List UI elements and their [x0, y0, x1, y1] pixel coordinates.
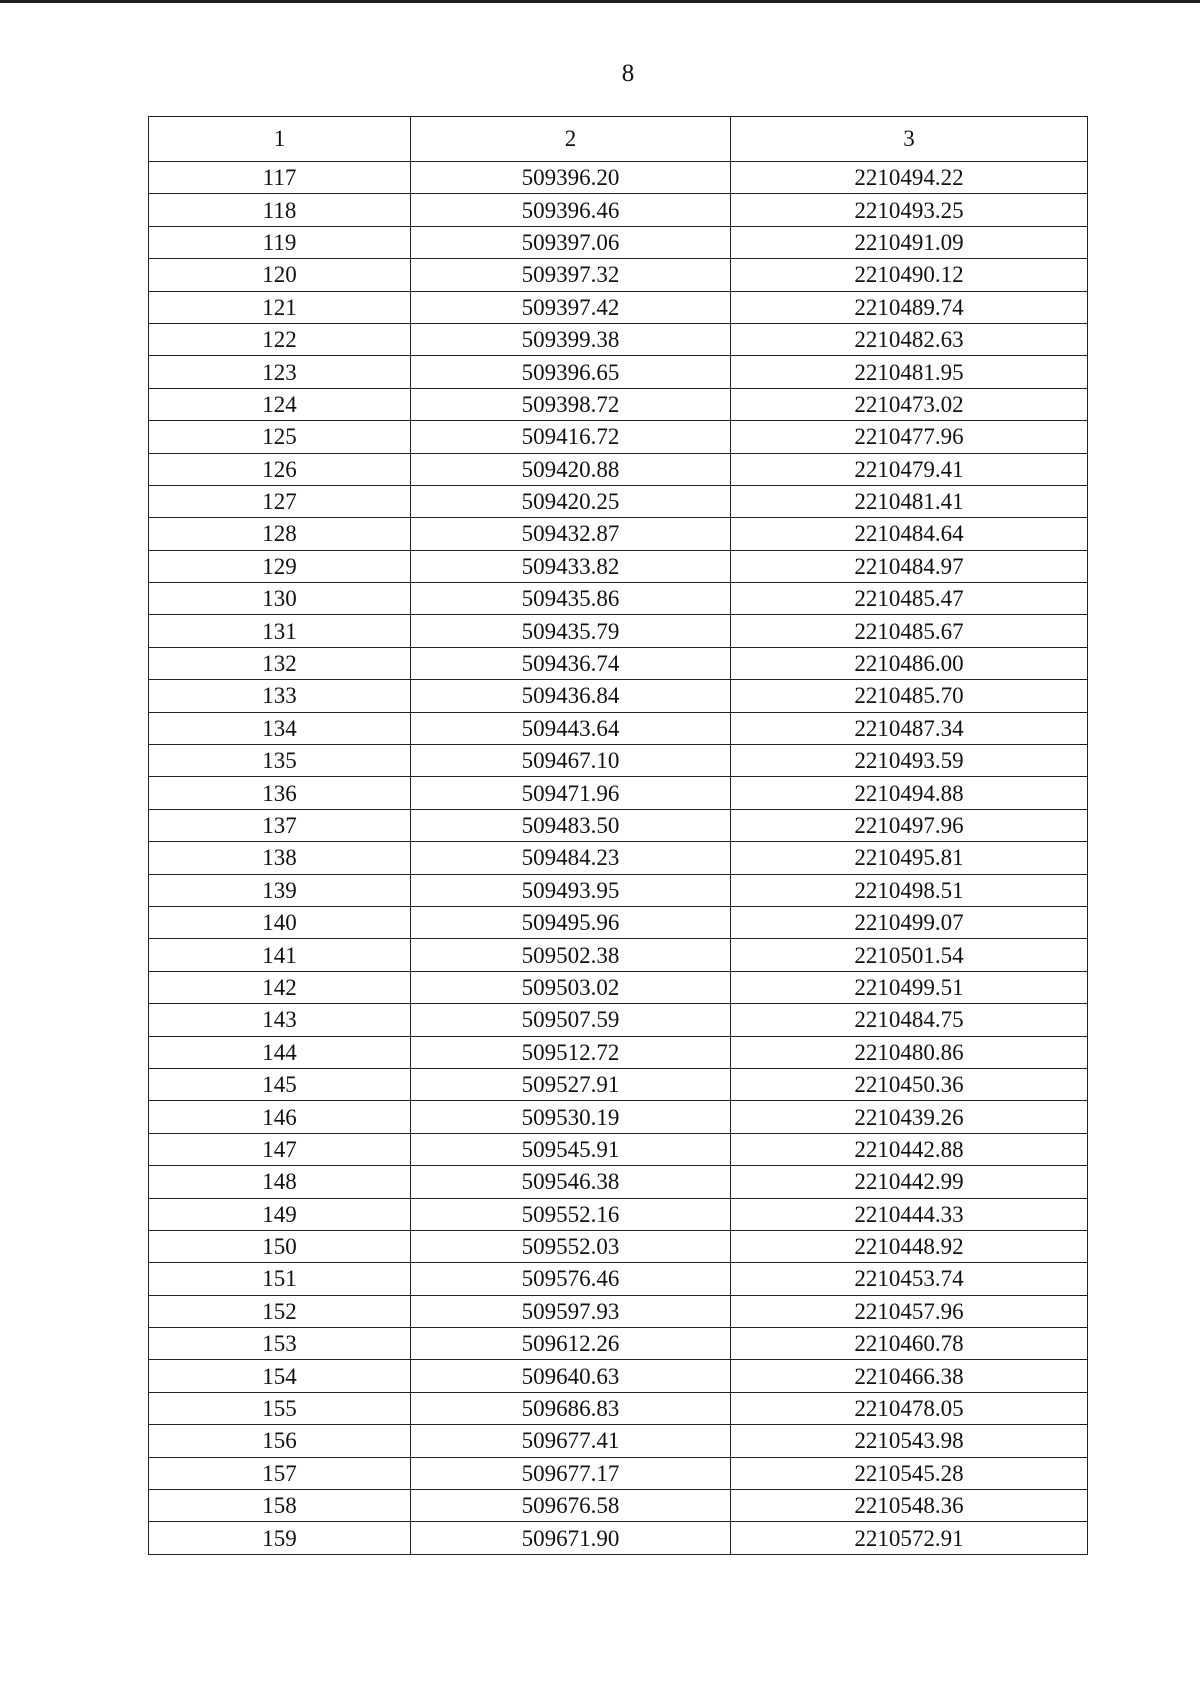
- table-row: [149, 1263, 1088, 1295]
- point-number-cell: 143: [149, 1004, 411, 1036]
- point-number-cell: 122: [149, 323, 411, 355]
- y-coordinate-cell: 2210499.07: [731, 906, 1088, 938]
- point-number-cell: 152: [149, 1295, 411, 1327]
- point-number-cell: 145: [149, 1068, 411, 1100]
- x-coordinate-cell: 509671.90: [411, 1522, 731, 1554]
- point-number-cell: 131: [149, 615, 411, 647]
- table-row: [149, 259, 1088, 291]
- x-coordinate-cell: 509640.63: [411, 1360, 731, 1392]
- x-coordinate-cell: 509552.03: [411, 1230, 731, 1262]
- y-coordinate-cell: 2210497.96: [731, 809, 1088, 841]
- y-coordinate-cell: 2210484.75: [731, 1004, 1088, 1036]
- table-row: [149, 226, 1088, 258]
- y-coordinate-cell: 2210485.70: [731, 680, 1088, 712]
- point-number-cell: 139: [149, 874, 411, 906]
- x-coordinate-cell: 509433.82: [411, 550, 731, 582]
- y-coordinate-cell: 2210493.25: [731, 194, 1088, 226]
- x-coordinate-cell: 509503.02: [411, 971, 731, 1003]
- point-number-cell: 132: [149, 647, 411, 679]
- table-row: [149, 1360, 1088, 1392]
- table-row: [149, 939, 1088, 971]
- x-coordinate-cell: 509420.88: [411, 453, 731, 485]
- table-row: [149, 874, 1088, 906]
- table-row: [149, 1198, 1088, 1230]
- point-number-cell: 148: [149, 1166, 411, 1198]
- x-coordinate-cell: 509484.23: [411, 842, 731, 874]
- point-number-cell: 130: [149, 583, 411, 615]
- table-row: [149, 356, 1088, 388]
- table-row: [149, 1490, 1088, 1522]
- coordinates-table: [148, 116, 1088, 1555]
- x-coordinate-cell: 509527.91: [411, 1068, 731, 1100]
- y-coordinate-cell: 2210450.36: [731, 1068, 1088, 1100]
- y-coordinate-cell: 2210479.41: [731, 453, 1088, 485]
- table-row: [149, 421, 1088, 453]
- table-row: [149, 1392, 1088, 1424]
- table-row: [149, 1328, 1088, 1360]
- x-coordinate-cell: 509420.25: [411, 485, 731, 517]
- point-number-cell: 135: [149, 745, 411, 777]
- x-coordinate-cell: 509436.74: [411, 647, 731, 679]
- point-number-cell: 129: [149, 550, 411, 582]
- x-coordinate-cell: 509597.93: [411, 1295, 731, 1327]
- y-coordinate-cell: 2210548.36: [731, 1490, 1088, 1522]
- x-coordinate-cell: 509512.72: [411, 1036, 731, 1068]
- x-coordinate-cell: 509676.58: [411, 1490, 731, 1522]
- x-coordinate-cell: 509686.83: [411, 1392, 731, 1424]
- table-row: [149, 1230, 1088, 1262]
- x-coordinate-cell: 509416.72: [411, 421, 731, 453]
- point-number-cell: 120: [149, 259, 411, 291]
- y-coordinate-cell: 2210457.96: [731, 1295, 1088, 1327]
- y-coordinate-cell: 2210481.95: [731, 356, 1088, 388]
- x-coordinate-cell: 509396.65: [411, 356, 731, 388]
- table-body: [149, 162, 1088, 1555]
- y-coordinate-cell: 2210480.86: [731, 1036, 1088, 1068]
- table-row: [149, 518, 1088, 550]
- x-coordinate-cell: 509545.91: [411, 1133, 731, 1165]
- y-coordinate-cell: 2210444.33: [731, 1198, 1088, 1230]
- table-row: [149, 485, 1088, 517]
- table-row: [149, 1068, 1088, 1100]
- table-row: [149, 388, 1088, 420]
- x-coordinate-cell: 509493.95: [411, 874, 731, 906]
- x-coordinate-cell: 509399.38: [411, 323, 731, 355]
- table-row: [149, 712, 1088, 744]
- y-coordinate-cell: 2210545.28: [731, 1457, 1088, 1489]
- table-row: [149, 906, 1088, 938]
- table-row: [149, 194, 1088, 226]
- y-coordinate-cell: 2210489.74: [731, 291, 1088, 323]
- y-coordinate-cell: 2210495.81: [731, 842, 1088, 874]
- x-coordinate-cell: 509677.41: [411, 1425, 731, 1457]
- table-row: [149, 1295, 1088, 1327]
- x-coordinate-cell: 509432.87: [411, 518, 731, 550]
- x-coordinate-cell: 509397.32: [411, 259, 731, 291]
- table-row: [149, 291, 1088, 323]
- page-number: 8: [621, 60, 635, 87]
- page-top-border: [0, 0, 1200, 3]
- point-number-cell: 138: [149, 842, 411, 874]
- table-row: [149, 680, 1088, 712]
- table-row: [149, 453, 1088, 485]
- point-number-cell: 147: [149, 1133, 411, 1165]
- x-coordinate-cell: 509483.50: [411, 809, 731, 841]
- x-coordinate-cell: 509435.79: [411, 615, 731, 647]
- point-number-cell: 136: [149, 777, 411, 809]
- point-number-cell: 119: [149, 226, 411, 258]
- table-row: [149, 1457, 1088, 1489]
- y-coordinate-cell: 2210490.12: [731, 259, 1088, 291]
- y-coordinate-cell: 2210473.02: [731, 388, 1088, 420]
- y-coordinate-cell: 2210484.97: [731, 550, 1088, 582]
- x-coordinate-cell: 509530.19: [411, 1101, 731, 1133]
- x-coordinate-cell: 509507.59: [411, 1004, 731, 1036]
- table-row: [149, 745, 1088, 777]
- table-row: [149, 550, 1088, 582]
- y-coordinate-cell: 2210494.88: [731, 777, 1088, 809]
- y-coordinate-cell: 2210501.54: [731, 939, 1088, 971]
- point-number-cell: 146: [149, 1101, 411, 1133]
- y-coordinate-cell: 2210442.99: [731, 1166, 1088, 1198]
- point-number-cell: 125: [149, 421, 411, 453]
- x-coordinate-cell: 509677.17: [411, 1457, 731, 1489]
- y-coordinate-cell: 2210485.67: [731, 615, 1088, 647]
- y-coordinate-cell: 2210572.91: [731, 1522, 1088, 1554]
- table-row: [149, 615, 1088, 647]
- point-number-cell: 140: [149, 906, 411, 938]
- point-number-cell: 118: [149, 194, 411, 226]
- point-number-cell: 156: [149, 1425, 411, 1457]
- table-row: [149, 777, 1088, 809]
- table-row: [149, 1133, 1088, 1165]
- point-number-cell: 150: [149, 1230, 411, 1262]
- table-row: [149, 1004, 1088, 1036]
- point-number-cell: 151: [149, 1263, 411, 1295]
- table-row: [149, 809, 1088, 841]
- table-row: [149, 1425, 1088, 1457]
- y-coordinate-cell: 2210439.26: [731, 1101, 1088, 1133]
- table-row: [149, 583, 1088, 615]
- table-row: [149, 647, 1088, 679]
- x-coordinate-cell: 509396.46: [411, 194, 731, 226]
- y-coordinate-cell: 2210477.96: [731, 421, 1088, 453]
- x-coordinate-cell: 509397.06: [411, 226, 731, 258]
- point-number-cell: 121: [149, 291, 411, 323]
- table-row: [149, 1101, 1088, 1133]
- y-coordinate-cell: 2210442.88: [731, 1133, 1088, 1165]
- x-coordinate-cell: 509552.16: [411, 1198, 731, 1230]
- y-coordinate-cell: 2210494.22: [731, 162, 1088, 194]
- table-row: [149, 971, 1088, 1003]
- x-coordinate-cell: 509612.26: [411, 1328, 731, 1360]
- column-header-3: 3: [731, 117, 1088, 162]
- point-number-cell: 149: [149, 1198, 411, 1230]
- x-coordinate-cell: 509397.42: [411, 291, 731, 323]
- x-coordinate-cell: 509398.72: [411, 388, 731, 420]
- y-coordinate-cell: 2210453.74: [731, 1263, 1088, 1295]
- y-coordinate-cell: 2210486.00: [731, 647, 1088, 679]
- x-coordinate-cell: 509467.10: [411, 745, 731, 777]
- y-coordinate-cell: 2210543.98: [731, 1425, 1088, 1457]
- y-coordinate-cell: 2210493.59: [731, 745, 1088, 777]
- point-number-cell: 155: [149, 1392, 411, 1424]
- point-number-cell: 117: [149, 162, 411, 194]
- point-number-cell: 124: [149, 388, 411, 420]
- table-row: [149, 842, 1088, 874]
- point-number-cell: 159: [149, 1522, 411, 1554]
- point-number-cell: 144: [149, 1036, 411, 1068]
- table-row: [149, 1036, 1088, 1068]
- y-coordinate-cell: 2210498.51: [731, 874, 1088, 906]
- x-coordinate-cell: 509576.46: [411, 1263, 731, 1295]
- y-coordinate-cell: 2210448.92: [731, 1230, 1088, 1262]
- point-number-cell: 126: [149, 453, 411, 485]
- table-header-row: [149, 117, 1088, 162]
- x-coordinate-cell: 509495.96: [411, 906, 731, 938]
- point-number-cell: 141: [149, 939, 411, 971]
- point-number-cell: 157: [149, 1457, 411, 1489]
- y-coordinate-cell: 2210491.09: [731, 226, 1088, 258]
- x-coordinate-cell: 509471.96: [411, 777, 731, 809]
- point-number-cell: 153: [149, 1328, 411, 1360]
- point-number-cell: 127: [149, 485, 411, 517]
- x-coordinate-cell: 509396.20: [411, 162, 731, 194]
- y-coordinate-cell: 2210466.38: [731, 1360, 1088, 1392]
- point-number-cell: 123: [149, 356, 411, 388]
- x-coordinate-cell: 509435.86: [411, 583, 731, 615]
- y-coordinate-cell: 2210481.41: [731, 485, 1088, 517]
- point-number-cell: 142: [149, 971, 411, 1003]
- table-row: [149, 1522, 1088, 1554]
- point-number-cell: 128: [149, 518, 411, 550]
- point-number-cell: 154: [149, 1360, 411, 1392]
- x-coordinate-cell: 509502.38: [411, 939, 731, 971]
- column-header-1: 1: [149, 117, 411, 162]
- y-coordinate-cell: 2210499.51: [731, 971, 1088, 1003]
- y-coordinate-cell: 2210487.34: [731, 712, 1088, 744]
- y-coordinate-cell: 2210485.47: [731, 583, 1088, 615]
- table-row: [149, 1166, 1088, 1198]
- table-row: [149, 323, 1088, 355]
- point-number-cell: 137: [149, 809, 411, 841]
- point-number-cell: 134: [149, 712, 411, 744]
- x-coordinate-cell: 509443.64: [411, 712, 731, 744]
- y-coordinate-cell: 2210482.63: [731, 323, 1088, 355]
- y-coordinate-cell: 2210484.64: [731, 518, 1088, 550]
- table-row: [149, 162, 1088, 194]
- x-coordinate-cell: 509546.38: [411, 1166, 731, 1198]
- x-coordinate-cell: 509436.84: [411, 680, 731, 712]
- y-coordinate-cell: 2210460.78: [731, 1328, 1088, 1360]
- column-header-2: 2: [411, 117, 731, 162]
- point-number-cell: 133: [149, 680, 411, 712]
- point-number-cell: 158: [149, 1490, 411, 1522]
- y-coordinate-cell: 2210478.05: [731, 1392, 1088, 1424]
